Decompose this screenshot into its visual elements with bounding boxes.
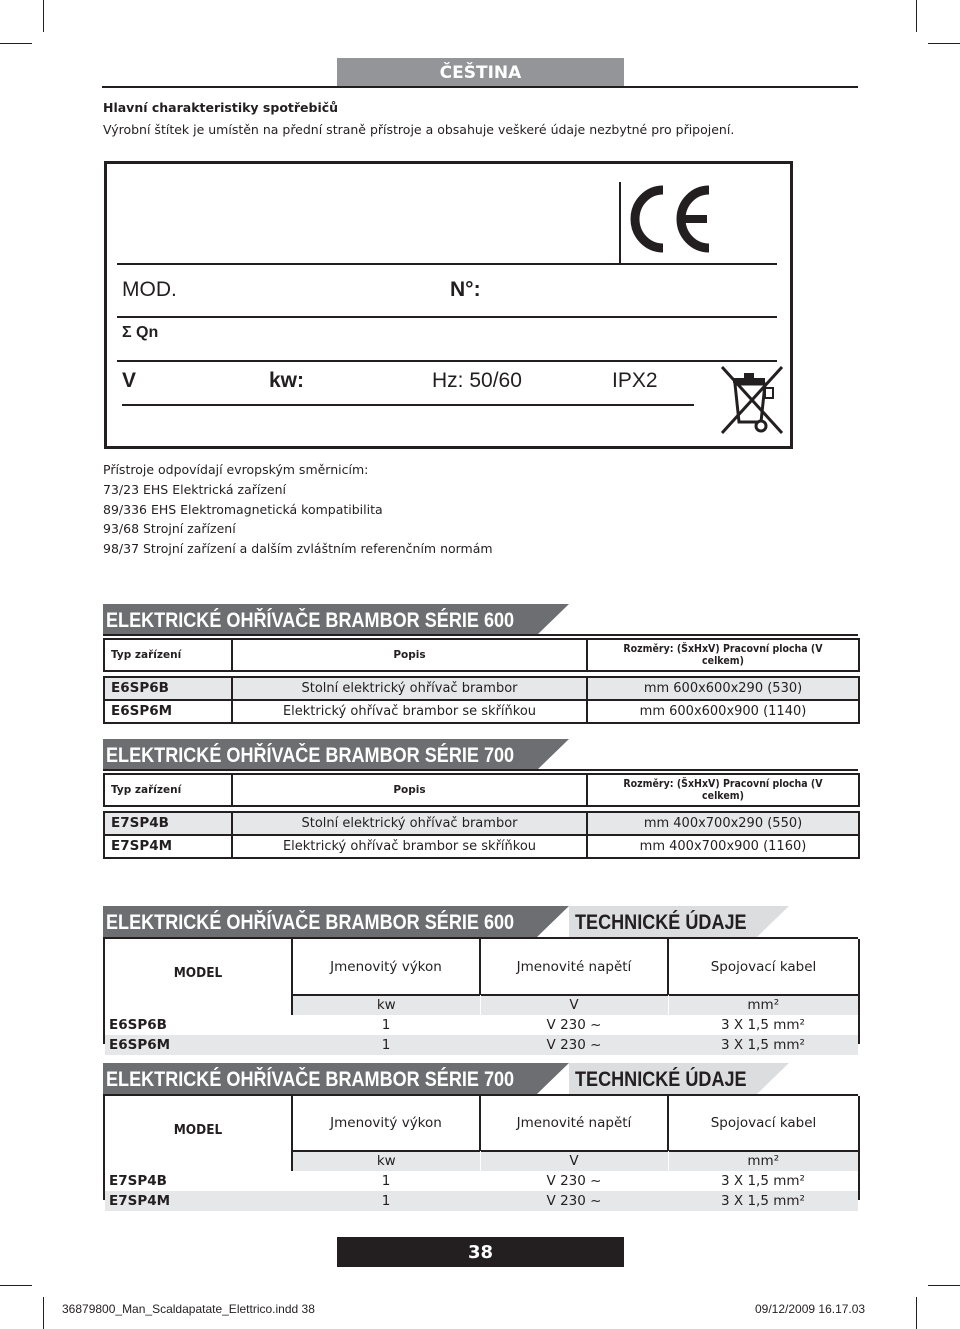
table-header: Typ zařízení xyxy=(104,774,232,806)
cable: 3 X 1,5 mm² xyxy=(721,1017,805,1033)
plate-ip-rating: IPX2 xyxy=(612,369,658,392)
table-row xyxy=(104,700,859,723)
crop-mark xyxy=(43,0,44,32)
rating-plate xyxy=(104,161,793,449)
tech600-title: ELEKTRICKÉ OHŘÍVAČE BRAMBOR SÉRIE 600 xyxy=(106,911,515,934)
table-row xyxy=(104,812,859,835)
unit-cell: V xyxy=(480,1151,668,1171)
intro-text: Výrobní štítek je umístěn na přední straně přístroje a obsahuje veškeré údaje nezbytné pro připojení. xyxy=(103,122,735,137)
series600-banner xyxy=(103,604,573,635)
description: Elektrický ohřívač brambor se skříňkou xyxy=(232,835,587,858)
table-row xyxy=(104,835,859,858)
unit-cell: mm² xyxy=(668,1151,858,1171)
crop-mark xyxy=(916,1297,917,1329)
table-header: Jmenovité napětí xyxy=(480,1096,668,1151)
model-code: E6SP6B xyxy=(104,677,232,700)
table-row xyxy=(104,677,859,700)
table-row xyxy=(105,1015,858,1035)
dimensions: mm 400x700x290 (550) xyxy=(587,812,859,835)
voltage: V 230 ~ xyxy=(480,1035,668,1055)
model-code: E7SP4B xyxy=(104,812,232,835)
series700-title: ELEKTRICKÉ OHŘÍVAČE BRAMBOR SÉRIE 700 xyxy=(106,744,515,767)
directives-intro: Přístroje odpovídají evropským směrnicím: xyxy=(103,462,369,477)
voltage: V 230 ~ xyxy=(546,1173,602,1189)
directives-block xyxy=(103,460,493,559)
slug-file: 36879800_Man_Scaldapatate_Elettrico.indd 38 xyxy=(62,1302,315,1316)
table-header: Typ zařízení xyxy=(104,639,232,671)
crop-mark xyxy=(928,43,960,44)
language-tab: ČEŠTINA xyxy=(337,58,624,86)
series600-table xyxy=(103,638,860,724)
power: 1 xyxy=(292,1035,480,1055)
table-row xyxy=(105,1191,858,1211)
tech700-subtitle: TECHNICKÉ ÚDAJE xyxy=(575,1068,747,1091)
dimensions: mm 400x700x900 (1160) xyxy=(587,835,859,858)
tech600-subtitle: TECHNICKÉ ÚDAJE xyxy=(575,911,747,934)
table-row xyxy=(105,1035,858,1055)
plate-mod: MOD. xyxy=(122,278,177,301)
table-header: Jmenovitý výkon xyxy=(292,1096,480,1151)
cable: 3 X 1,5 mm² xyxy=(668,1035,858,1055)
model-code: E7SP4M xyxy=(105,1191,292,1211)
power: 1 xyxy=(381,1017,391,1033)
model-code: E7SP4M xyxy=(104,835,232,858)
unit-cell: mm² xyxy=(668,995,858,1015)
unit-cell: kw xyxy=(292,1151,480,1171)
page-number: 38 xyxy=(337,1237,624,1267)
intro-title: Hlavní charakteristiky spotřebičů xyxy=(103,100,339,115)
tech600-table xyxy=(105,939,858,1055)
description: Elektrický ohřívač brambor se skříňkou xyxy=(232,700,587,723)
series700-table xyxy=(103,773,860,859)
cable: 3 X 1,5 mm² xyxy=(668,1191,858,1211)
plate-voltage: V xyxy=(122,369,137,392)
tech700-title: ELEKTRICKÉ OHŘÍVAČE BRAMBOR SÉRIE 700 xyxy=(106,1068,515,1091)
tech700-table xyxy=(105,1096,858,1211)
model-code: E6SP6M xyxy=(105,1035,292,1055)
description: Stolní elektrický ohřívač brambor xyxy=(232,812,587,835)
crop-mark xyxy=(928,1285,960,1286)
crop-mark xyxy=(916,0,917,32)
power: 1 xyxy=(381,1173,391,1189)
table-header: Popis xyxy=(232,774,587,806)
directive-item: 73/23 EHS Elektrická zařízení xyxy=(103,481,287,497)
header-rule xyxy=(102,86,858,88)
table-header: Jmenovitý výkon xyxy=(292,939,480,995)
table-header: Spojovací kabel xyxy=(668,1096,858,1151)
series700-banner xyxy=(103,739,573,770)
dimensions: mm 600x600x900 (1140) xyxy=(587,700,859,723)
series600-title: ELEKTRICKÉ OHŘÍVAČE BRAMBOR SÉRIE 600 xyxy=(106,609,515,632)
crop-mark xyxy=(0,1285,32,1286)
model-code: E6SP6M xyxy=(104,700,232,723)
table-header: Spojovací kabel xyxy=(668,939,858,995)
cable: 3 X 1,5 mm² xyxy=(721,1173,805,1189)
plate-frequency: Hz: 50/60 xyxy=(432,369,522,392)
unit-cell: V xyxy=(480,995,668,1015)
table-header: Rozměry: (ŠxHxV) Pracovní plocha (V celkem) xyxy=(587,774,859,806)
tech700-banner xyxy=(103,1063,793,1094)
voltage: V 230 ~ xyxy=(546,1017,602,1033)
model-label: MODEL xyxy=(173,1121,223,1138)
tech600-banner xyxy=(103,906,793,937)
crop-mark xyxy=(43,1297,44,1329)
ce-mark-icon xyxy=(627,184,713,254)
directive-item: 98/37 Strojní zařízení a dalším zvláštním referenčním normám xyxy=(103,541,493,557)
table-header: Popis xyxy=(232,639,587,671)
table-row xyxy=(105,1171,858,1191)
unit-cell: kw xyxy=(292,995,480,1015)
plate-serial: N°: xyxy=(450,278,481,301)
voltage: V 230 ~ xyxy=(480,1191,668,1211)
slug-date: 09/12/2009 16.17.03 xyxy=(755,1302,866,1316)
crop-mark xyxy=(0,43,32,44)
power: 1 xyxy=(292,1191,480,1211)
dimensions: mm 600x600x290 (530) xyxy=(587,677,859,700)
table-header: Rozměry: (ŠxHxV) Pracovní plocha (V celkem) xyxy=(587,639,859,671)
weee-bin-icon xyxy=(719,364,785,436)
model-code: E6SP6B xyxy=(109,1017,167,1033)
model-label: MODEL xyxy=(173,965,223,981)
plate-qn: Σ Qn xyxy=(122,324,159,341)
directive-item: 89/336 EHS Elektromagnetická kompatibilita xyxy=(103,501,383,517)
plate-power: kw: xyxy=(269,369,305,392)
table-header: Jmenovité napětí xyxy=(480,939,668,995)
directive-item: 93/68 Strojní zařízení xyxy=(103,521,236,537)
description: Stolní elektrický ohřívač brambor xyxy=(232,677,587,700)
model-code: E7SP4B xyxy=(109,1173,167,1189)
